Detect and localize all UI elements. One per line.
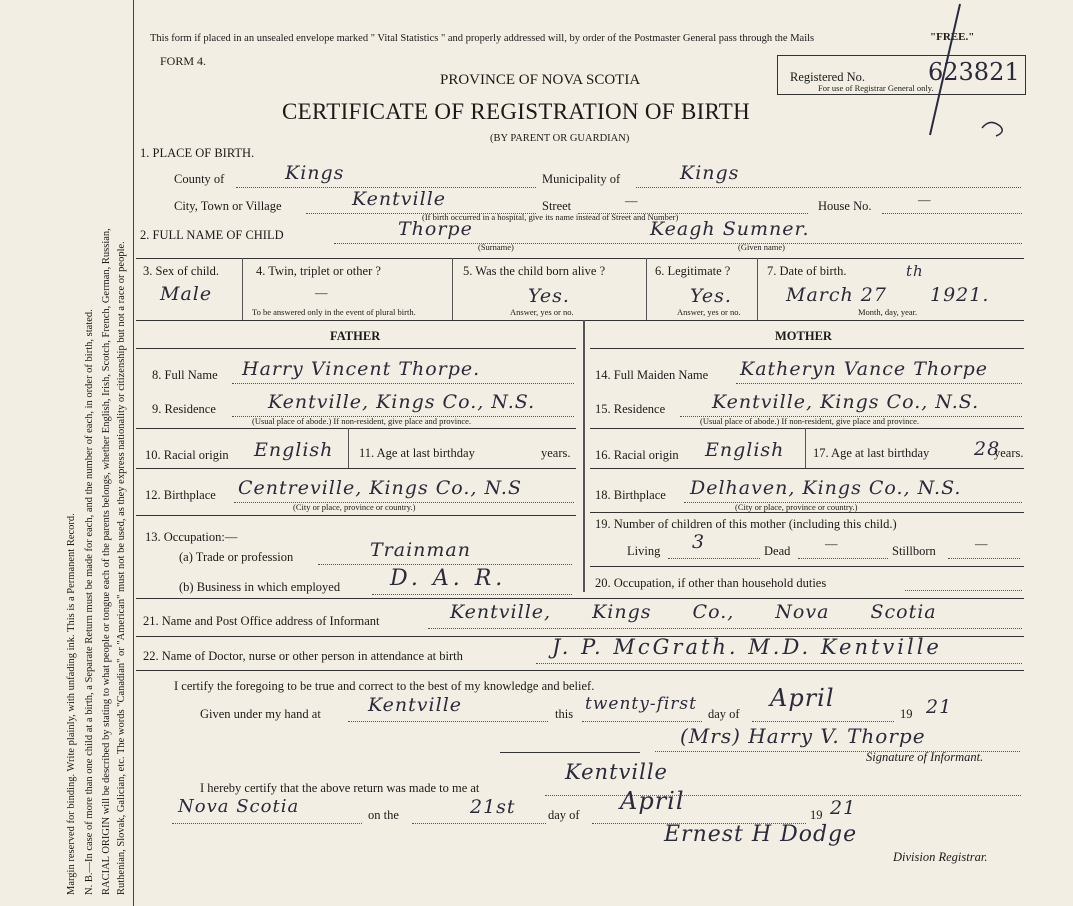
margin-note-1: Margin reserved for binding. Write plainly, with unfading ink. This is a Permanent Record. [66,513,77,895]
signature-label: Signature of Informant. [866,750,984,764]
stillborn-value: — [975,537,988,551]
mother-age-value: 28 [974,438,1001,460]
father-birthplace-note: (City or place, province or country.) [293,502,416,512]
rule [136,515,576,516]
father-race-value: English [254,439,334,461]
living-label: Living [627,544,661,558]
child-surname: Thorpe [398,218,473,240]
house-line [882,213,1022,214]
certify-statement: I certify the foregoing to be true and correct to the best of my knowledge and belief. [174,679,595,693]
father-years-label: years. [541,446,571,460]
rule [136,428,576,429]
doctor-value: J. P. McGrath. M.D. Kentville [552,635,942,659]
twin-note: To be answered only in the event of plural birth. [252,307,416,317]
dob-label: 7. Date of birth. [767,264,847,278]
city-label: City, Town or Village [174,199,282,213]
father-business-value: D. A. R. [390,566,507,591]
hospital-note: (If birth occurred in a hospital, give its name instead of Street and Number) [422,212,679,222]
children-count-label: 19. Number of children of this mother (including this child.) [595,517,897,531]
margin-note-2: N. B.—In case of more than one child at a birth, a Separate Return must be made for each, and the number of each, in order of birth, stated. [84,309,95,895]
father-residence-label: 9. Residence [152,402,216,416]
father-name-value: Harry Vincent Thorpe. [242,358,481,380]
child-name-label: 2. FULL NAME OF CHILD [140,228,284,242]
registrar-year-value: 21 [830,797,857,819]
municipality-line [636,187,1021,188]
living-line [668,558,760,559]
registrar-month-value: April [620,787,685,815]
margin-note-3: RACIAL ORIGIN will be described by stating to what people or tongue each of the parents belongs, whether English, Irish, Scotch, French, German, Russian, [101,228,112,895]
sex-label: 3. Sex of child. [143,264,220,278]
legitimate-label: 6. Legitimate ? [655,264,731,278]
municipality-label: Municipality of [542,172,621,186]
twin-label: 4. Twin, triplet or other ? [256,264,381,278]
father-business-line [372,594,572,595]
father-occupation-label: 13. Occupation:— [145,530,238,544]
father-name-line [232,383,574,384]
rule [590,428,1024,429]
father-age-label: 11. Age at last birthday [359,446,475,460]
father-residence-value: Kentville, Kings Co., N.S. [268,391,536,413]
mother-heading: MOTHER [775,329,832,343]
margin-notes [0,0,132,906]
rule [590,566,1024,567]
registrar-province-line [172,823,362,824]
day-of-label: day of [708,707,740,721]
margin-divider [133,0,134,906]
child-given-name: Keagh Sumner. [650,218,810,240]
county-label: County of [174,172,225,186]
twin-value: — [315,286,328,300]
rule [136,670,1024,671]
registrar-day-line [412,823,546,824]
divider [757,258,758,320]
divider [452,258,453,320]
registered-no-label: Registered No. [790,70,865,84]
given-day-value: twenty-first [585,694,697,714]
doctor-label: 22. Name of Doctor, nurse or other person in attendance at birth [143,649,463,663]
father-trade-line [318,564,572,565]
registrar-use-note: For use of Registrar General only. [818,83,934,93]
doctor-line [536,663,1022,664]
margin-note-4: Ruthenian, Slovak, Galician, etc. The words "Canadian" or "American" must not be used, as they express nationality or citizenship but not a race or people. [116,241,127,895]
father-residence-note: (Usual place of abode.) If non-resident, give place and province. [252,416,472,426]
row-bottom-rule [136,320,1024,321]
county-value: Kings [285,162,345,184]
alive-value: Yes. [528,285,570,307]
mail-notice: This form if placed in an unsealed envelope marked " Vital Statistics " and properly addressed will, by order of the Postmaster General pass through the Mails [150,33,815,44]
mother-name-line [736,383,1022,384]
mother-birthplace-value: Delhaven, Kings Co., N.S. [690,477,962,499]
sex-value: Male [160,283,213,305]
house-label: House No. [818,199,872,213]
mother-race-value: English [705,439,785,461]
mother-years-label: years. [994,446,1024,460]
given-place-value: Kentville [368,694,463,716]
registrar-year-prefix: 19 [810,808,823,822]
given-month-line [752,721,894,722]
mother-heading-rule [590,348,1024,349]
father-birthplace-label: 12. Birthplace [145,488,216,502]
given-under-label: Given under my hand at [200,707,321,721]
father-name-label: 8. Full Name [152,368,218,382]
dob-year: 1921. [930,284,990,306]
dob-value: March 27 [786,284,887,306]
legitimate-note: Answer, yes or no. [677,307,741,317]
alive-label: 5. Was the child born alive ? [463,264,606,278]
rule [500,752,640,753]
alive-note: Answer, yes or no. [510,307,574,317]
this-label: this [555,707,574,721]
father-business-label: (b) Business in which employed [179,580,341,594]
stillborn-line [948,558,1020,559]
divider [646,258,647,320]
division-registrar-label: Division Registrar. [893,850,988,864]
page-subtitle: (BY PARENT OR GUARDIAN) [490,133,630,144]
row-top-rule [136,258,1024,259]
mother-occupation-label: 20. Occupation, if other than household duties [595,576,827,590]
rule [590,512,1024,513]
form-number: FORM 4. [160,54,207,68]
father-birthplace-value: Centreville, Kings Co., N.S [238,477,522,499]
registrar-statement: I hereby certify that the above return was made to me at [200,781,480,795]
registered-no-value: 623821 [928,58,1020,86]
divider [242,258,243,320]
informant-signature: (Mrs) Harry V. Thorpe [680,724,926,748]
given-place-line [348,721,548,722]
street-label: Street [542,199,572,213]
mother-residence-label: 15. Residence [595,402,666,416]
place-heading: 1. PLACE OF BIRTH. [140,146,255,160]
legitimate-value: Yes. [690,285,732,307]
given-year-value: 21 [926,696,953,718]
street-value: — [625,194,638,208]
given-name-note: (Given name) [738,242,785,252]
on-the-label: on the [368,808,399,822]
given-month-value: April [770,684,835,712]
municipality-value: Kings [680,162,740,184]
page-title: CERTIFICATE OF REGISTRATION OF BIRTH [282,99,751,124]
registrar-place-line [545,795,1021,796]
free-notice: "FREE." [930,31,975,43]
rule [590,468,1024,469]
mother-name-value: Katheryn Vance Thorpe [740,358,989,380]
house-value: — [918,193,931,207]
surname-note: (Surname) [478,242,514,252]
pen-mark-icon [900,0,1020,140]
dead-line [798,558,888,559]
registrar-province-value: Nova Scotia [178,796,300,817]
informant-line [428,628,1022,629]
registrar-day-of-label: day of [548,808,580,822]
father-trade-value: Trainman [370,539,471,561]
father-trade-label: (a) Trade or profession [179,550,294,564]
parent-column-divider [583,320,585,592]
mother-age-label: 17. Age at last birthday [813,446,930,460]
dead-value: — [825,537,838,551]
informant-label: 21. Name and Post Office address of Informant [143,614,380,628]
informant-value: Kentville, Kings Co., Nova Scotia [450,601,937,623]
living-value: 3 [692,531,706,553]
mother-birthplace-note: (City or place, province or country.) [735,502,858,512]
father-race-label: 10. Racial origin [145,448,229,462]
father-heading-rule [136,348,576,349]
mother-race-label: 16. Racial origin [595,448,679,462]
mother-occupation-line [905,590,1022,591]
dead-label: Dead [764,544,791,558]
year-prefix: 19 [900,707,913,721]
mother-name-label: 14. Full Maiden Name [595,368,709,382]
divider [805,428,806,468]
child-name-line [334,243,1022,244]
city-value: Kentville [352,188,447,210]
registrar-day-value: 21st [470,796,516,818]
rule [136,598,1024,599]
stillborn-label: Stillborn [892,544,936,558]
registrar-place-value: Kentville [565,760,668,784]
rule [136,468,576,469]
father-heading: FATHER [330,329,381,343]
dob-note: Month, day, year. [858,307,918,317]
mother-residence-note: (Usual place of abode.) If non-resident, give place and province. [700,416,920,426]
dob-suffix: th [906,262,924,280]
registrar-signature: Ernest H Dodge [664,822,858,847]
mother-birthplace-label: 18. Birthplace [595,488,666,502]
divider [348,428,349,468]
province-title: PROVINCE OF NOVA SCOTIA [440,72,641,88]
mother-residence-value: Kentville, Kings Co., N.S. [712,391,980,413]
given-day-line [582,721,702,722]
